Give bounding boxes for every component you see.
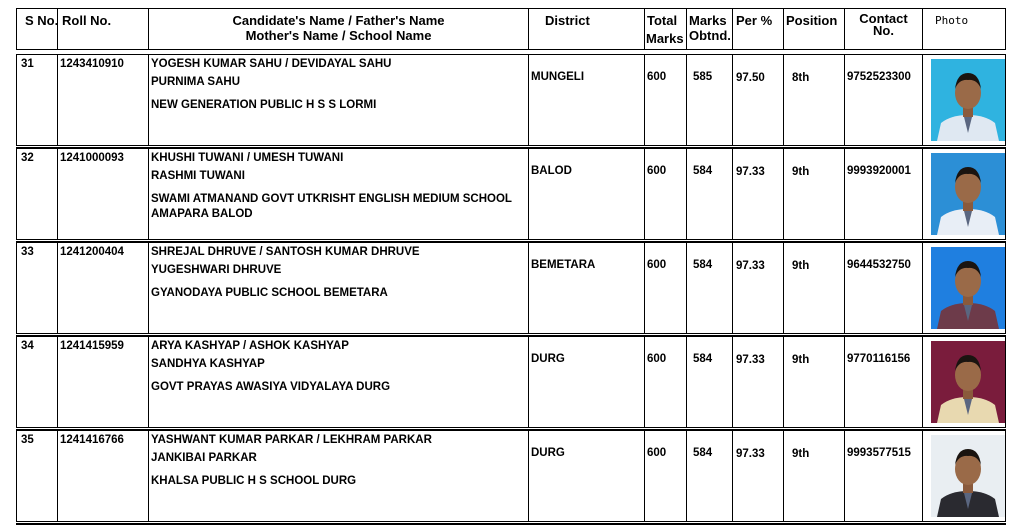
district-value: MUNGELI bbox=[531, 71, 585, 83]
header-name-line1: Candidate's Name / Father's Name bbox=[232, 13, 445, 28]
mother-name: JANKIBAI PARKAR bbox=[151, 452, 257, 464]
position-value: 9th bbox=[792, 260, 810, 272]
contact-value: 9993920001 bbox=[847, 165, 911, 177]
cell-position bbox=[784, 431, 845, 521]
cell-roll bbox=[58, 431, 149, 521]
candidate-photo bbox=[931, 153, 1005, 235]
district-value: BALOD bbox=[531, 165, 572, 177]
cell-photo bbox=[923, 55, 1005, 145]
total-value: 600 bbox=[647, 353, 667, 365]
cell-obtained bbox=[687, 431, 733, 521]
candidate-photo bbox=[931, 59, 1005, 141]
cell-roll bbox=[58, 243, 149, 333]
cell-sno bbox=[17, 431, 58, 521]
mother-name: PURNIMA SAHU bbox=[151, 76, 241, 88]
sno-value: 34 bbox=[21, 340, 34, 352]
sno-value: 31 bbox=[21, 58, 34, 70]
school-name: GYANODAYA PUBLIC SCHOOL BEMETARA bbox=[151, 287, 388, 299]
position-value: 9th bbox=[792, 448, 810, 460]
candidate-photo bbox=[931, 247, 1005, 329]
school-name: NEW GENERATION PUBLIC H S S LORMI bbox=[151, 99, 377, 111]
header-obtained-line1: Marks bbox=[689, 13, 727, 28]
header-per bbox=[733, 9, 784, 49]
header-roll bbox=[58, 9, 149, 49]
portrait-image bbox=[931, 153, 1005, 235]
candidate-father-name: YASHWANT KUMAR PARKAR / LEKHRAM PARKAR bbox=[151, 434, 432, 446]
cell-candidate bbox=[149, 243, 529, 333]
header-name bbox=[149, 9, 529, 49]
cell-sno bbox=[17, 55, 58, 145]
header-position bbox=[784, 9, 845, 49]
cell-total bbox=[645, 431, 687, 521]
header-per-label: Per % bbox=[736, 13, 773, 28]
cell-per bbox=[733, 431, 784, 521]
cell-total bbox=[645, 149, 687, 239]
candidate-photo bbox=[931, 341, 1005, 423]
cell-sno bbox=[17, 337, 58, 427]
cell-sno bbox=[17, 243, 58, 333]
per-value: 97.33 bbox=[736, 354, 765, 366]
table-row bbox=[16, 54, 1006, 146]
table-row bbox=[16, 148, 1006, 240]
roll-value: 1241415959 bbox=[60, 340, 124, 352]
candidate-father-name: KHUSHI TUWANI / UMESH TUWANI bbox=[151, 152, 344, 164]
roll-value: 1241200404 bbox=[60, 246, 124, 258]
header-total-line1: Total bbox=[647, 13, 678, 28]
cell-contact bbox=[845, 243, 923, 333]
table-row bbox=[16, 242, 1006, 334]
school-name: KHALSA PUBLIC H S SCHOOL DURG bbox=[151, 475, 357, 487]
cell-roll bbox=[58, 55, 149, 145]
cell-position bbox=[784, 149, 845, 239]
cell-photo bbox=[923, 243, 1005, 333]
candidate-photo bbox=[931, 435, 1005, 517]
header-name-line2: Mother's Name / School Name bbox=[245, 28, 432, 43]
obtained-value: 584 bbox=[693, 259, 713, 271]
cell-candidate bbox=[149, 337, 529, 427]
header-sno bbox=[17, 9, 58, 49]
cell-roll bbox=[58, 149, 149, 239]
school-name: SWAMI ATMANAND GOVT UTKRISHT ENGLISH MEDIUM SCHOOL AMAPARA BALOD bbox=[151, 193, 512, 220]
cell-candidate bbox=[149, 55, 529, 145]
header-photo-label: Photo bbox=[935, 14, 969, 27]
roll-value: 1241416766 bbox=[60, 434, 124, 446]
contact-value: 9770116156 bbox=[847, 353, 911, 365]
cell-photo bbox=[923, 431, 1005, 521]
total-value: 600 bbox=[647, 447, 667, 459]
table-header bbox=[16, 8, 1006, 50]
cell-total bbox=[645, 55, 687, 145]
cell-per bbox=[733, 55, 784, 145]
header-district bbox=[529, 9, 645, 49]
header-sno-label: S No. bbox=[25, 13, 59, 28]
cell-per bbox=[733, 149, 784, 239]
table-row bbox=[16, 336, 1006, 428]
cell-total bbox=[645, 337, 687, 427]
cell-position bbox=[784, 337, 845, 427]
obtained-value: 584 bbox=[693, 353, 713, 365]
per-value: 97.33 bbox=[736, 448, 765, 460]
header-district-label: District bbox=[545, 13, 590, 28]
contact-value: 9752523300 bbox=[847, 71, 911, 83]
table-row bbox=[16, 430, 1006, 522]
cell-district bbox=[529, 337, 645, 427]
cell-photo bbox=[923, 337, 1005, 427]
cell-obtained bbox=[687, 149, 733, 239]
mother-name: YUGESHWARI DHRUVE bbox=[151, 264, 282, 276]
cell-roll bbox=[58, 337, 149, 427]
cell-district bbox=[529, 149, 645, 239]
per-value: 97.33 bbox=[736, 260, 765, 272]
candidate-father-name: YOGESH KUMAR SAHU / DEVIDAYAL SAHU bbox=[151, 58, 392, 70]
cell-per bbox=[733, 243, 784, 333]
school-name: GOVT PRAYAS AWASIYA VIDYALAYA DURG bbox=[151, 381, 391, 393]
header-roll-label: Roll No. bbox=[62, 13, 112, 28]
district-value: DURG bbox=[531, 353, 565, 365]
candidate-father-name: ARYA KASHYAP / ASHOK KASHYAP bbox=[151, 340, 349, 352]
total-value: 600 bbox=[647, 165, 667, 177]
district-value: DURG bbox=[531, 447, 565, 459]
portrait-image bbox=[931, 341, 1005, 423]
portrait-image bbox=[931, 435, 1005, 517]
portrait-image bbox=[931, 59, 1005, 141]
cell-candidate bbox=[149, 149, 529, 239]
total-value: 600 bbox=[647, 71, 667, 83]
cell-district bbox=[529, 243, 645, 333]
header-contact-line1: Contact bbox=[859, 11, 908, 26]
obtained-value: 585 bbox=[693, 71, 713, 83]
cell-photo bbox=[923, 149, 1005, 239]
position-value: 8th bbox=[792, 72, 810, 84]
sno-value: 33 bbox=[21, 246, 34, 258]
cell-sno bbox=[17, 149, 58, 239]
roll-value: 1243410910 bbox=[60, 58, 124, 70]
mother-name: RASHMI TUWANI bbox=[151, 170, 245, 182]
obtained-value: 584 bbox=[693, 447, 713, 459]
portrait-image bbox=[931, 247, 1005, 329]
cell-position bbox=[784, 243, 845, 333]
cell-contact bbox=[845, 55, 923, 145]
header-contact bbox=[845, 9, 923, 49]
cell-per bbox=[733, 337, 784, 427]
sno-value: 32 bbox=[21, 152, 34, 164]
contact-value: 9644532750 bbox=[847, 259, 911, 271]
header-total bbox=[645, 9, 687, 49]
cell-contact bbox=[845, 431, 923, 521]
header-position-label: Position bbox=[786, 13, 838, 28]
cell-position bbox=[784, 55, 845, 145]
cell-district bbox=[529, 431, 645, 521]
header-obtained bbox=[687, 9, 733, 49]
cell-obtained bbox=[687, 55, 733, 145]
sno-value: 35 bbox=[21, 434, 34, 446]
contact-value: 9993577515 bbox=[847, 447, 911, 459]
roll-value: 1241000093 bbox=[60, 152, 124, 164]
cell-contact bbox=[845, 337, 923, 427]
header-contact-line2: No. bbox=[873, 23, 894, 38]
position-value: 9th bbox=[792, 166, 810, 178]
header-total-line2: Marks bbox=[646, 31, 684, 46]
cell-candidate bbox=[149, 431, 529, 521]
mother-name: SANDHYA KASHYAP bbox=[151, 358, 265, 370]
per-value: 97.50 bbox=[736, 72, 765, 84]
header-photo bbox=[923, 9, 1005, 49]
cell-total bbox=[645, 243, 687, 333]
header-obtained-line2: Obtnd. bbox=[689, 28, 731, 43]
cell-obtained bbox=[687, 337, 733, 427]
candidate-father-name: SHREJAL DHRUVE / SANTOSH KUMAR DHRUVE bbox=[151, 246, 420, 258]
cell-obtained bbox=[687, 243, 733, 333]
total-value: 600 bbox=[647, 259, 667, 271]
cell-contact bbox=[845, 149, 923, 239]
obtained-value: 584 bbox=[693, 165, 713, 177]
per-value: 97.33 bbox=[736, 166, 765, 178]
cell-district bbox=[529, 55, 645, 145]
district-value: BEMETARA bbox=[531, 259, 596, 271]
position-value: 9th bbox=[792, 354, 810, 366]
